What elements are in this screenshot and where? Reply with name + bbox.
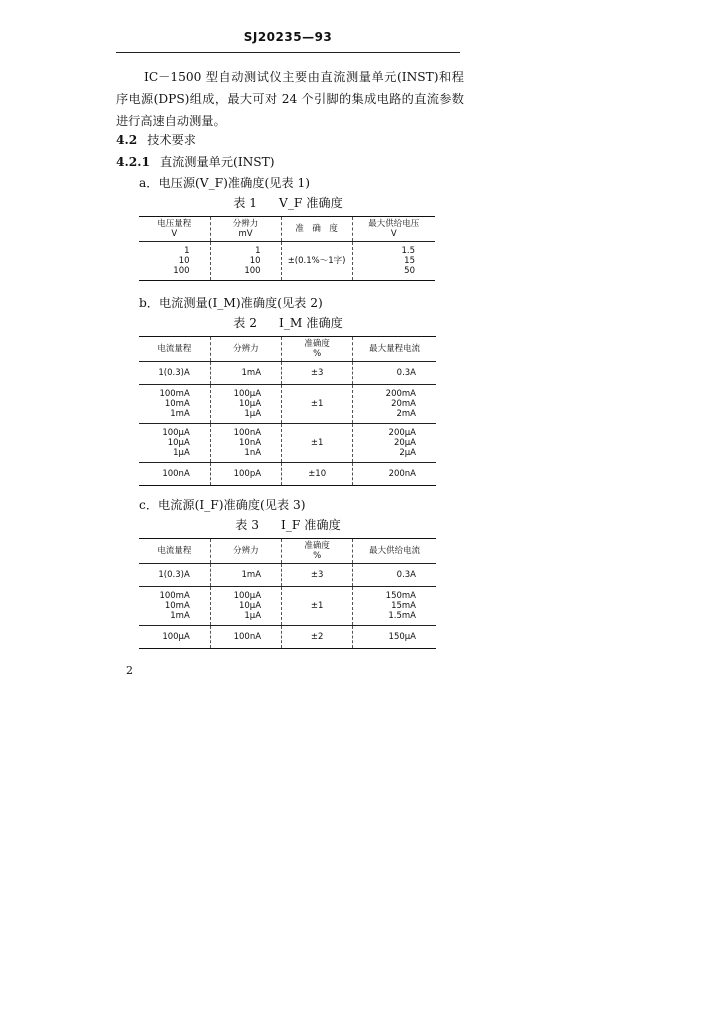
section-4-2-heading bbox=[116, 131, 196, 149]
column-header bbox=[139, 539, 210, 564]
cell-value: 50 bbox=[404, 266, 415, 276]
cell-value: 1nA bbox=[244, 448, 262, 458]
column-header bbox=[281, 217, 352, 242]
range-cell bbox=[139, 626, 210, 649]
section-4-2-1-heading bbox=[116, 153, 275, 171]
section-number: 4.2 bbox=[116, 133, 138, 147]
table-3 bbox=[139, 538, 436, 649]
table-title: I_M 准确度 bbox=[279, 316, 343, 330]
resolution-cell bbox=[210, 564, 281, 587]
cell-value: 20μA bbox=[393, 438, 416, 448]
resolution-cell bbox=[210, 385, 281, 424]
range-cell bbox=[139, 424, 210, 463]
cell-value: 1.5mA bbox=[388, 611, 416, 621]
cell-value: 100μA bbox=[233, 591, 262, 601]
column-header bbox=[282, 539, 353, 564]
resolution-cell bbox=[210, 242, 281, 281]
cell-value: 100μA bbox=[162, 428, 190, 438]
range-cell bbox=[139, 385, 210, 424]
cell-value: 10μA bbox=[238, 601, 262, 611]
accuracy-cell: ±2 bbox=[282, 626, 353, 649]
cell-value: 1(0.3)A bbox=[158, 368, 190, 378]
section-title: 技术要求 bbox=[147, 133, 196, 147]
cell-value: 0.3A bbox=[396, 368, 416, 378]
item-b: b．电流测量(I_M)准确度(见表 2) bbox=[139, 296, 323, 310]
resolution-cell bbox=[210, 362, 281, 385]
table-row bbox=[139, 385, 436, 424]
accuracy-cell: ±1 bbox=[282, 587, 353, 626]
page-number: 2 bbox=[126, 664, 133, 677]
cell-value: 100μA bbox=[233, 389, 262, 399]
range-cell bbox=[139, 463, 210, 486]
table-label: 表 1 bbox=[233, 196, 258, 210]
column-header bbox=[139, 217, 210, 242]
table1-caption bbox=[116, 194, 460, 212]
item-c: c．电流源(I_F)准确度(见表 3) bbox=[139, 498, 306, 512]
table3-caption bbox=[116, 516, 460, 534]
cell-value: 1(0.3)A bbox=[158, 570, 190, 580]
range-cell bbox=[139, 564, 210, 587]
table-row bbox=[139, 463, 436, 486]
cell-value: 200μA bbox=[388, 428, 416, 438]
column-header bbox=[210, 217, 281, 242]
cell-value: 10nA bbox=[239, 438, 262, 448]
section-title: 直流测量单元(INST) bbox=[159, 155, 275, 169]
max-cell bbox=[353, 463, 436, 486]
cell-value: 1mA bbox=[170, 409, 190, 419]
cell-value: 10mA bbox=[164, 399, 190, 409]
cell-value: 1μA bbox=[173, 448, 190, 458]
cell-value: 200mA bbox=[385, 389, 416, 399]
accuracy-cell: ±10 bbox=[282, 463, 353, 486]
table-row bbox=[139, 587, 436, 626]
cell-value: 150mA bbox=[385, 591, 416, 601]
intro-paragraph: IC－1500 型自动测试仪主要由直流测量单元(INST)和程序电源(DPS)组成，最大可对 24 个引脚的集成电路的直流参数进行高速自动测量。 bbox=[116, 70, 464, 128]
cell-value: 15 bbox=[404, 256, 415, 266]
range-cell bbox=[139, 242, 210, 281]
header-line: 电流量程 bbox=[157, 344, 192, 354]
max-cell bbox=[353, 564, 436, 587]
cell-value: 20mA bbox=[391, 399, 416, 409]
max-cell bbox=[353, 626, 436, 649]
accuracy-cell: ±(0.1%～1字) bbox=[281, 242, 352, 281]
cell-value: 150μA bbox=[388, 632, 416, 642]
cell-value: 10 bbox=[178, 256, 190, 266]
cell-value: 1 bbox=[255, 246, 261, 256]
cell-value: 100nA bbox=[162, 469, 190, 479]
table-label: 表 3 bbox=[235, 518, 259, 532]
cell-value: 10 bbox=[249, 256, 261, 266]
cell-value: 1mA bbox=[170, 611, 190, 621]
header-line: 最大量程电流 bbox=[369, 344, 421, 354]
cell-value: 100μA bbox=[162, 632, 190, 642]
cell-value: 2μA bbox=[399, 448, 416, 458]
header-line: 分辨力 bbox=[233, 546, 259, 556]
resolution-cell bbox=[210, 626, 281, 649]
cell-value: 0.3A bbox=[396, 570, 416, 580]
header-line: 准确度 bbox=[304, 339, 330, 349]
cell-value: 1 bbox=[184, 246, 190, 256]
header-line: 分辨力 bbox=[233, 344, 259, 354]
table-label: 表 2 bbox=[233, 316, 257, 330]
cell-value: 10mA bbox=[164, 601, 190, 611]
cell-value: 1mA bbox=[241, 570, 262, 580]
header-line: 最大供给电流 bbox=[369, 546, 421, 556]
table-title: I_F 准确度 bbox=[281, 518, 341, 532]
accuracy-cell: ±1 bbox=[282, 385, 353, 424]
cell-value: 1μA bbox=[244, 409, 262, 419]
cell-value: 10μA bbox=[238, 399, 262, 409]
accuracy-cell: ±3 bbox=[282, 564, 353, 587]
range-cell bbox=[139, 362, 210, 385]
column-header bbox=[210, 539, 281, 564]
header-line: 准 确 度 bbox=[295, 224, 338, 234]
table-2 bbox=[139, 336, 436, 486]
column-header bbox=[139, 337, 210, 362]
accuracy-cell: ±3 bbox=[282, 362, 353, 385]
document-code-header: SJ20235—93 bbox=[243, 30, 333, 44]
max-cell bbox=[353, 385, 436, 424]
header-line: V bbox=[390, 229, 397, 239]
max-cell bbox=[353, 362, 436, 385]
header-line: 最大供给电压 bbox=[368, 219, 420, 229]
column-header bbox=[210, 337, 281, 362]
table-row bbox=[139, 362, 436, 385]
table-row bbox=[139, 242, 435, 281]
cell-value: 100nA bbox=[233, 428, 262, 438]
cell-value: 1mA bbox=[241, 368, 262, 378]
item-a: a．电压源(V_F)准确度(见表 1) bbox=[139, 176, 310, 190]
max-cell bbox=[352, 242, 435, 281]
section-number: 4.2.1 bbox=[116, 155, 150, 169]
table-1 bbox=[139, 216, 435, 281]
table-row bbox=[139, 424, 436, 463]
column-header bbox=[353, 337, 436, 362]
max-cell bbox=[353, 424, 436, 463]
header-line: mV bbox=[238, 229, 253, 239]
resolution-cell bbox=[210, 587, 281, 626]
header-line: 分辨力 bbox=[232, 219, 259, 229]
range-cell bbox=[139, 587, 210, 626]
column-header bbox=[282, 337, 353, 362]
cell-value: 2mA bbox=[396, 409, 416, 419]
header-line: 准确度 bbox=[304, 541, 330, 551]
cell-value: 100mA bbox=[159, 591, 190, 601]
table-row bbox=[139, 564, 436, 587]
cell-value: 100mA bbox=[159, 389, 190, 399]
table-title: V_F 准确度 bbox=[279, 196, 343, 210]
cell-value: 100 bbox=[244, 266, 261, 276]
resolution-cell bbox=[210, 424, 281, 463]
header-line: 电流量程 bbox=[157, 546, 192, 556]
cell-value: 100pA bbox=[233, 469, 262, 479]
resolution-cell bbox=[210, 463, 281, 486]
cell-value: 100 bbox=[173, 266, 190, 276]
header-line: V bbox=[171, 229, 178, 239]
table2-caption bbox=[116, 314, 460, 332]
header-line: % bbox=[313, 349, 322, 359]
header-rule bbox=[116, 52, 460, 53]
cell-value: 15mA bbox=[391, 601, 416, 611]
table-row bbox=[139, 626, 436, 649]
accuracy-cell: ±1 bbox=[282, 424, 353, 463]
cell-value: 200nA bbox=[388, 469, 416, 479]
cell-value: 1μA bbox=[244, 611, 262, 621]
column-header bbox=[352, 217, 435, 242]
cell-value: 1.5 bbox=[401, 246, 415, 256]
column-header bbox=[353, 539, 436, 564]
header-line: % bbox=[313, 551, 322, 561]
header-line: 电压量程 bbox=[157, 219, 192, 229]
cell-value: 100nA bbox=[233, 632, 262, 642]
max-cell bbox=[353, 587, 436, 626]
cell-value: 10μA bbox=[167, 438, 190, 448]
